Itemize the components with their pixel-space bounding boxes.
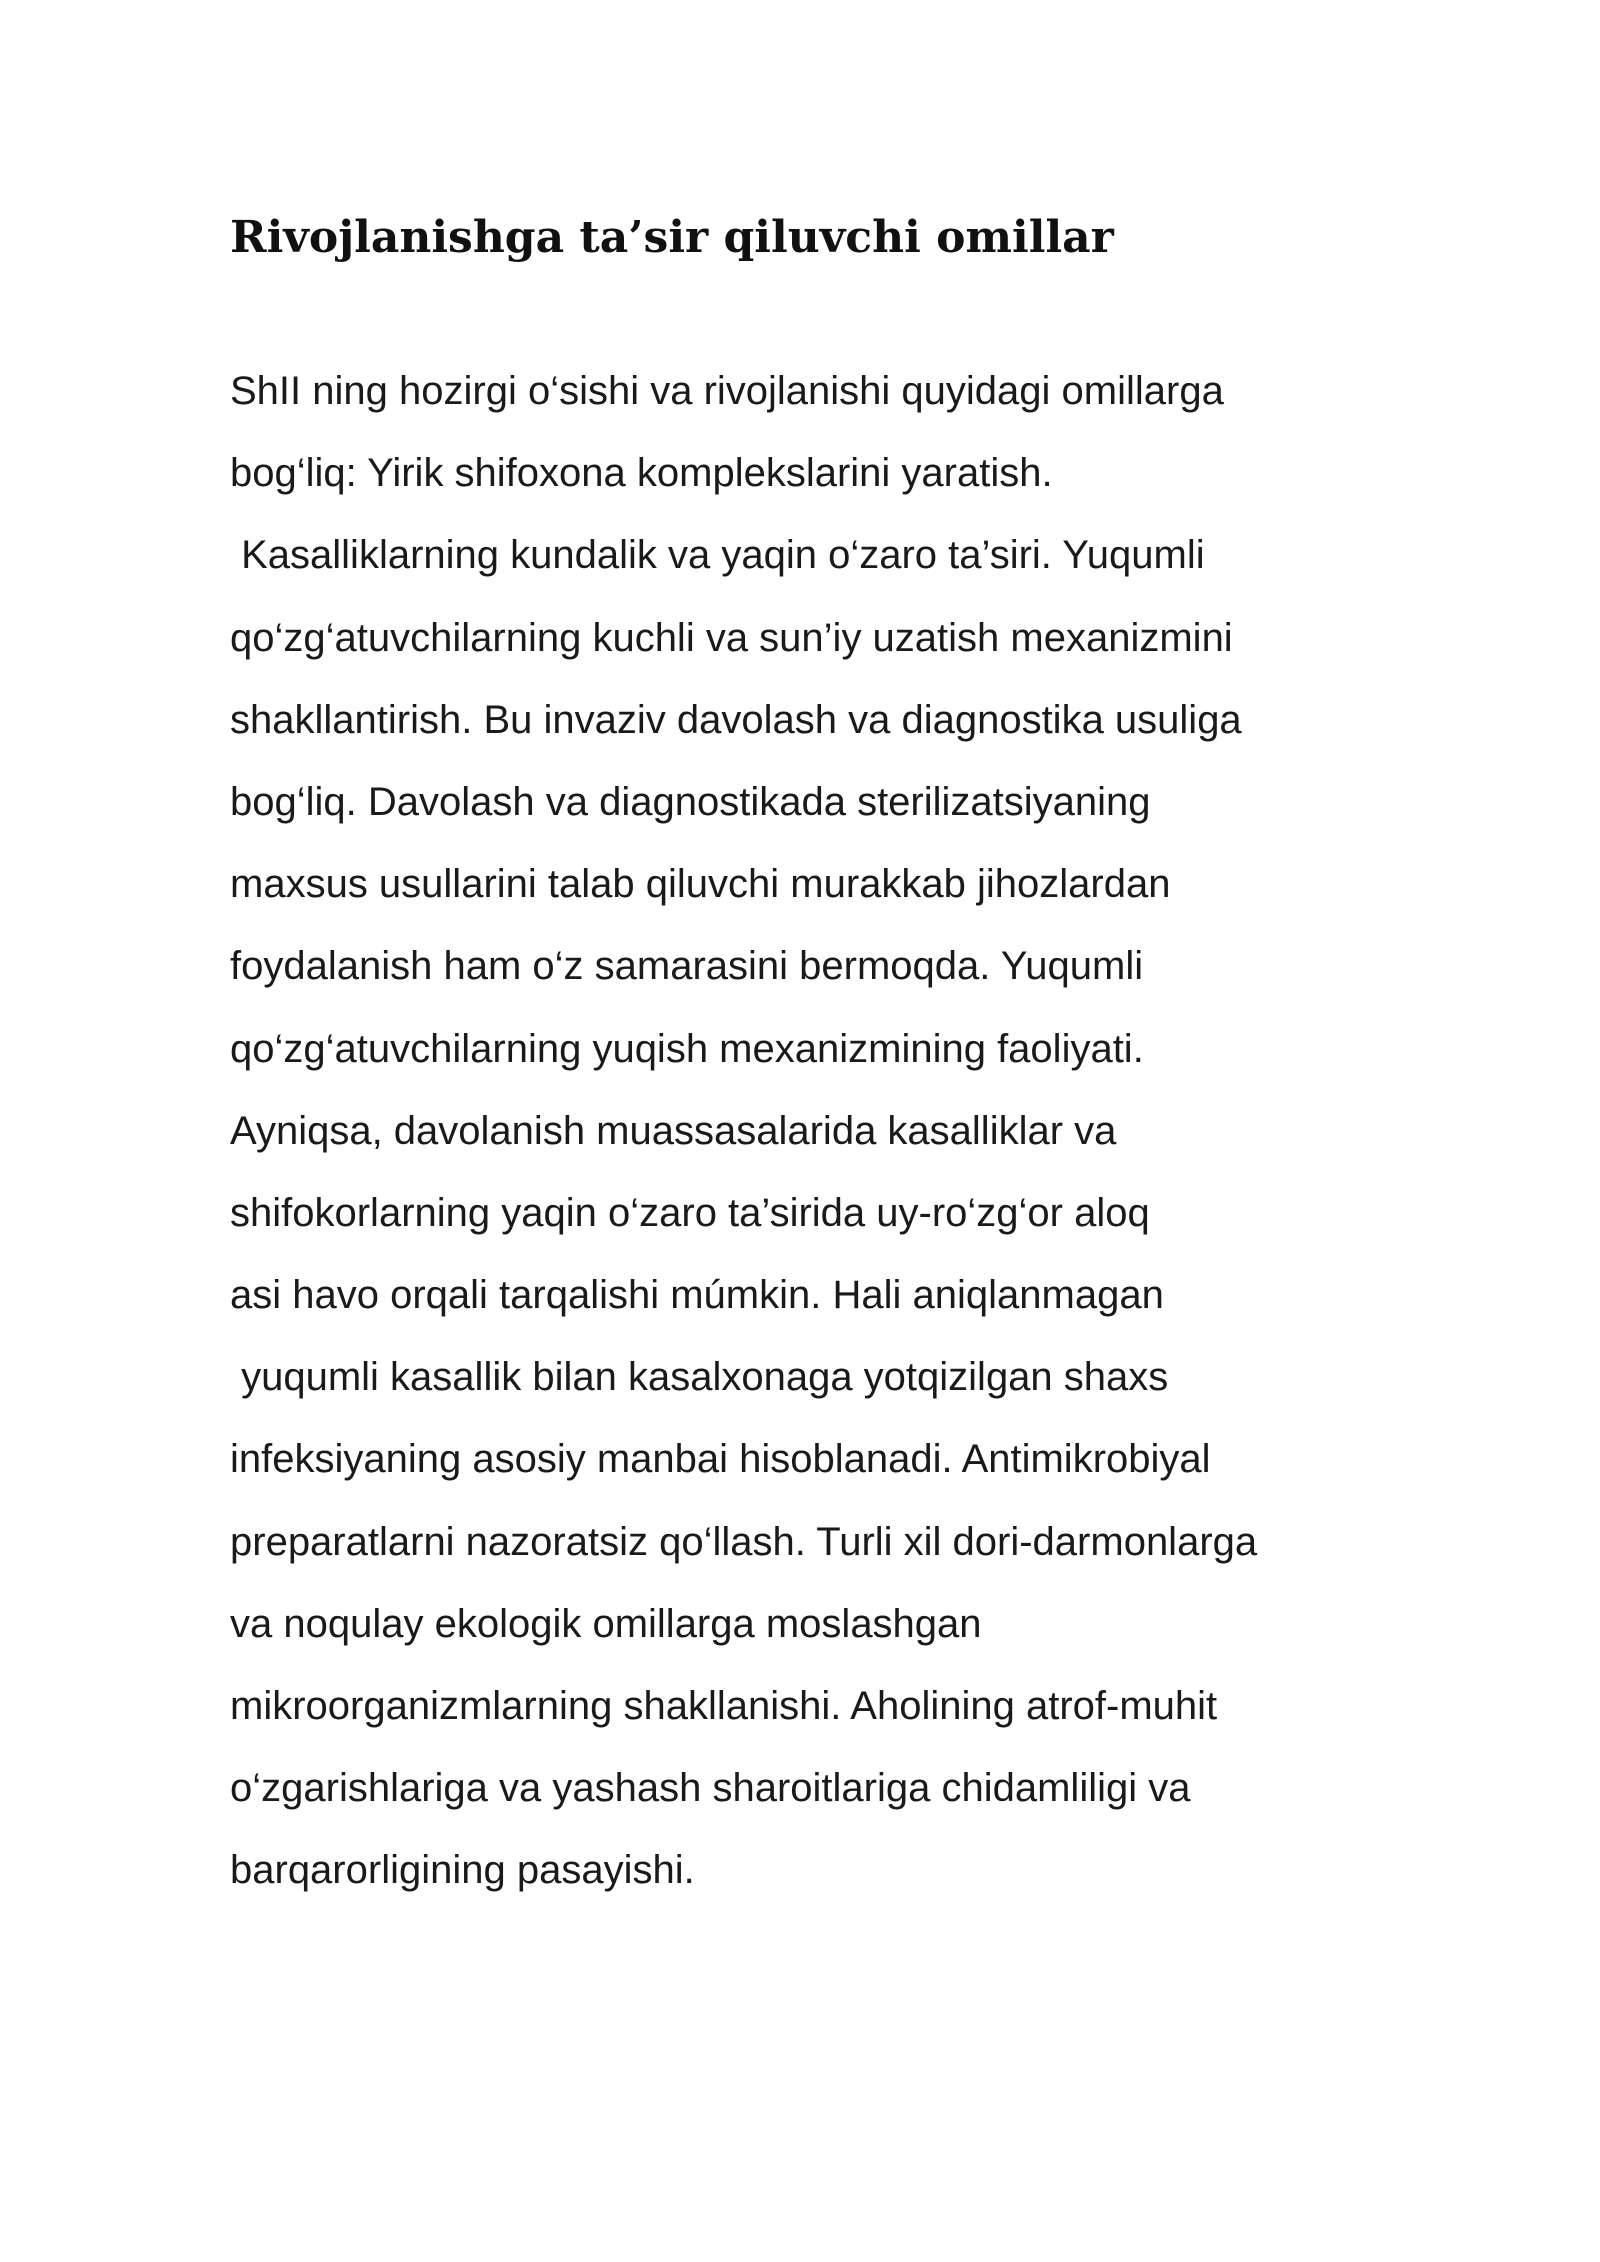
body-line: qo‘zg‘atuvchilarning kuchli va sun’iy uzatish mexanizmini [230,615,1233,660]
body-line: va noqulay ekologik omillarga moslashgan [230,1601,982,1646]
body-line: maxsus usullarini talab qiluvchi murakkab jihozlardan [230,862,1171,907]
body-line: shakllantirish. Bu invaziv davolash va diagnostika usuliga [230,697,1242,742]
body-line: infeksiyaning asosiy manbai hisoblanadi. Antimikrobiyal [230,1437,1211,1482]
body-line: mikroorganizmlarning shakllanishi. Aholining atrof-muhit [230,1684,1218,1728]
body-line: foydalanish ham o‘z samarasini bermoqda. Yuqumli [230,944,1144,989]
body-line: o‘zgarishlariga va yashash sharoitlariga chidamliligi va [230,1766,1191,1811]
body-line: bog‘liq. Davolash va diagnostikada sterilizatsiyaning [230,779,1151,824]
body-line: yuqumli kasallik bilan kasalxonaga yotqizilgan shaxs [230,1355,1169,1400]
body-line: qo‘zg‘atuvchilarning yuqish mexanizmining faoliyati. [230,1026,1144,1071]
body-line: Kasalliklarning kundalik va yaqin o‘zaro ta’siri. Yuqumli [230,533,1205,578]
body-line: shifokorlarning yaqin o‘zaro ta’sirida uy-ro‘zg‘or aloq [230,1190,1150,1235]
document-title: Rivojlanishga ta’sir qiluvchi omillar [230,212,1114,263]
body-line: Ayniqsa, davolanish muassasalarida kasalliklar va [230,1108,1117,1153]
body-line: asi havo orqali tarqalishi múmkin. Hali aniqlanmagan [230,1273,1164,1318]
document-body [230,350,1430,1912]
body-line: barqarorligining pasayishi. [230,1848,695,1893]
body-line: ShII ning hozirgi o‘sishi va rivojlanishi quyidagi omillarga [230,369,1224,413]
body-line: preparatlarni nazoratsiz qo‘llash. Turli xil dori-darmonlarga [230,1519,1258,1564]
body-line: bog‘liq: Yirik shifoxona komplekslarini yaratish. [230,451,1053,496]
